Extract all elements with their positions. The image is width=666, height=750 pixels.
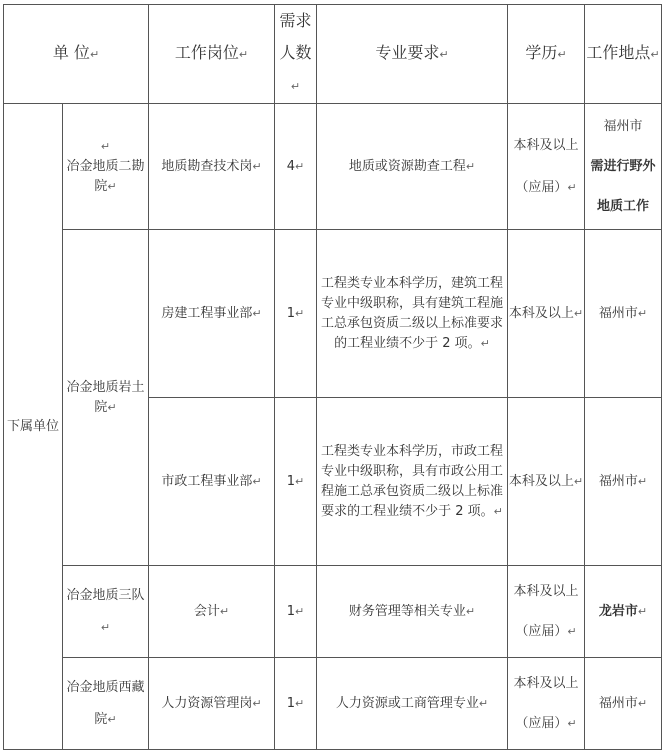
position-cell: 会计↵ — [149, 566, 275, 658]
table-row — [4, 230, 662, 398]
header-major: 专业要求↵ — [317, 5, 508, 104]
major-cell: 工程类专业本科学历，市政工程专业中级职称，具有市政公用工程施工总承包资质二级以上标准要求的工程业绩不少于 2 项。↵ — [317, 398, 508, 566]
location-cell: 龙岩市↵ — [585, 566, 662, 658]
location-cell: 福州市↵ — [585, 398, 662, 566]
header-row — [4, 5, 662, 104]
major-cell: 人力资源或工商管理专业↵ — [317, 658, 508, 750]
count-cell: 1↵ — [275, 566, 317, 658]
location-cell: 福州市↵ — [585, 658, 662, 750]
unit-cell: ↵ 冶金地质二勘院↵ — [63, 104, 149, 230]
count-cell: 1↵ — [275, 658, 317, 750]
education-cell: 本科及以上↵ — [508, 230, 585, 398]
education-cell: 本科及以上 （应届）↵ — [508, 104, 585, 230]
header-count: 需求人数↵ — [275, 5, 317, 104]
major-cell: 财务管理等相关专业↵ — [317, 566, 508, 658]
position-cell: 房建工程事业部↵ — [149, 230, 275, 398]
count-cell: 1↵ — [275, 398, 317, 566]
header-location: 工作地点↵ — [585, 5, 662, 104]
position-cell: 地质勘查技术岗↵ — [149, 104, 275, 230]
table-row — [4, 658, 662, 750]
header-education: 学历↵ — [508, 5, 585, 104]
table-row — [4, 566, 662, 658]
header-unit: 单 位↵ — [4, 5, 149, 104]
location-cell: 福州市 需进行野外地质工作 — [585, 104, 662, 230]
position-cell: 市政工程事业部↵ — [149, 398, 275, 566]
major-cell: 工程类专业本科学历，建筑工程专业中级职称，具有建筑工程施工总承包资质二级以上标准要求的工程业绩不少于 2 项。↵ — [317, 230, 508, 398]
unit-cell: 冶金地质岩土院↵ — [63, 230, 149, 566]
position-cell: 人力资源管理岗↵ — [149, 658, 275, 750]
table-row — [4, 104, 662, 230]
location-cell: 福州市↵ — [585, 230, 662, 398]
unit-cell: 冶金地质西藏院↵ — [63, 658, 149, 750]
education-cell: 本科及以上 （应届）↵ — [508, 658, 585, 750]
major-cell: 地质或资源勘查工程↵ — [317, 104, 508, 230]
recruitment-table — [3, 4, 662, 750]
unit-cell: 冶金地质三队↵ — [63, 566, 149, 658]
count-cell: 1↵ — [275, 230, 317, 398]
header-position: 工作岗位↵ — [149, 5, 275, 104]
education-cell: 本科及以上 （应届）↵ — [508, 566, 585, 658]
education-cell: 本科及以上↵ — [508, 398, 585, 566]
count-cell: 4↵ — [275, 104, 317, 230]
subordinate-unit-label: 下属单位 — [4, 104, 63, 750]
